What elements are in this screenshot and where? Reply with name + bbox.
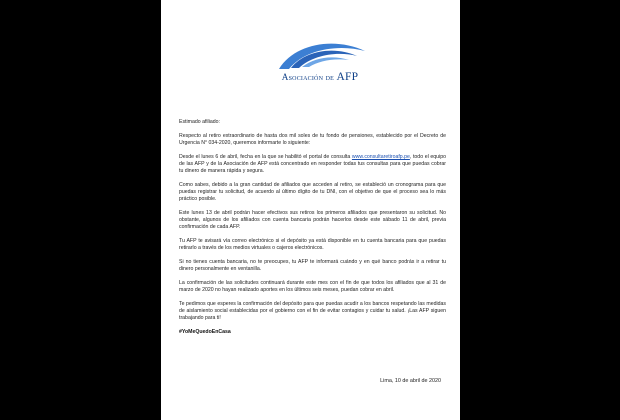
- letter-page: [161, 0, 460, 420]
- hashtag: #YoMeQuedoEnCasa: [179, 329, 231, 335]
- logo-name-prefix: Asociación de: [281, 72, 334, 82]
- paragraph-6: Si no tienes cuenta bancaria, no te preocupes, tu AFP te informará cuándo y en qué banco podrás ir a retirar tu dinero personalmente en ventanilla.: [179, 259, 446, 272]
- greeting: Estimado afiliado:: [179, 119, 220, 125]
- letter-body: [179, 119, 446, 343]
- paragraph-1: Respecto al retiro extraordinario de hasta dos mil soles de tu fondo de pensiones, establecido por el Decreto de Urgencia N° 034-2020, queremos informarte lo siguiente:: [179, 133, 446, 146]
- paragraph-4: Este lunes 13 de abril podrán hacer efectivos sus retiros los primeros afiliados que presentaron su solicitud. No obstante, algunos de los afiliados con cuenta bancaria podrán hacerlos desde este sábado 11 de abril, previa confirmación de cada AFP.: [179, 210, 446, 230]
- paragraph-7: La confirmación de las solicitudes continuará durante este mes con el fin de que todos los afiliados que al 31 de marzo de 2020 no hayan realizado aportes en los últimos seis meses, puedan cobrar en abril.: [179, 280, 446, 293]
- consult-portal-link[interactable]: www.consultaretiroafp.pe: [351, 154, 410, 160]
- paragraph-5: Tu AFP te avisará vía correo electrónico si el depósito ya está disponible en tu cuenta bancaria para que puedas retirarlo a través de los medios virtuales o cajeros electrónicos.: [179, 238, 446, 251]
- place-date: Lima, 10 de abril de 2020: [380, 378, 441, 384]
- arcs-logo-icon: [265, 35, 375, 71]
- logo-name-suffix: AFP: [336, 71, 359, 83]
- paragraph-8: Te pedimos que esperes la confirmación del depósito para que puedas acudir a los bancos respetando las medidas de aislamiento social establecidas por el gobierno con el fin de evitar contagios y cuidar tu salud. ¡Las AFP siguen trabajando para ti!: [179, 301, 446, 321]
- paragraph-2: [179, 154, 446, 175]
- paragraph-3: Como sabes, debido a la gran cantidad de afiliados que acceden al retiro, se estableció un cronograma para que puedas registrar tu solicitud, de acuerdo al último dígito de tu DNI, con el objetivo de que el proceso sea lo más práctico posible.: [179, 182, 446, 202]
- paragraph-2-end: , todo el equipo de las AFP y de la Asociación de AFP está concentrado en responder todas tus consultas para que puedas cobrar tu dinero de manera rápida y segura.: [179, 154, 446, 174]
- association-logo: [265, 35, 375, 90]
- paragraph-2-start: Desde el lunes 6 de abril, fecha en la que se habilitó el portal de consulta: [179, 154, 352, 160]
- logo-wordmark: [265, 71, 375, 83]
